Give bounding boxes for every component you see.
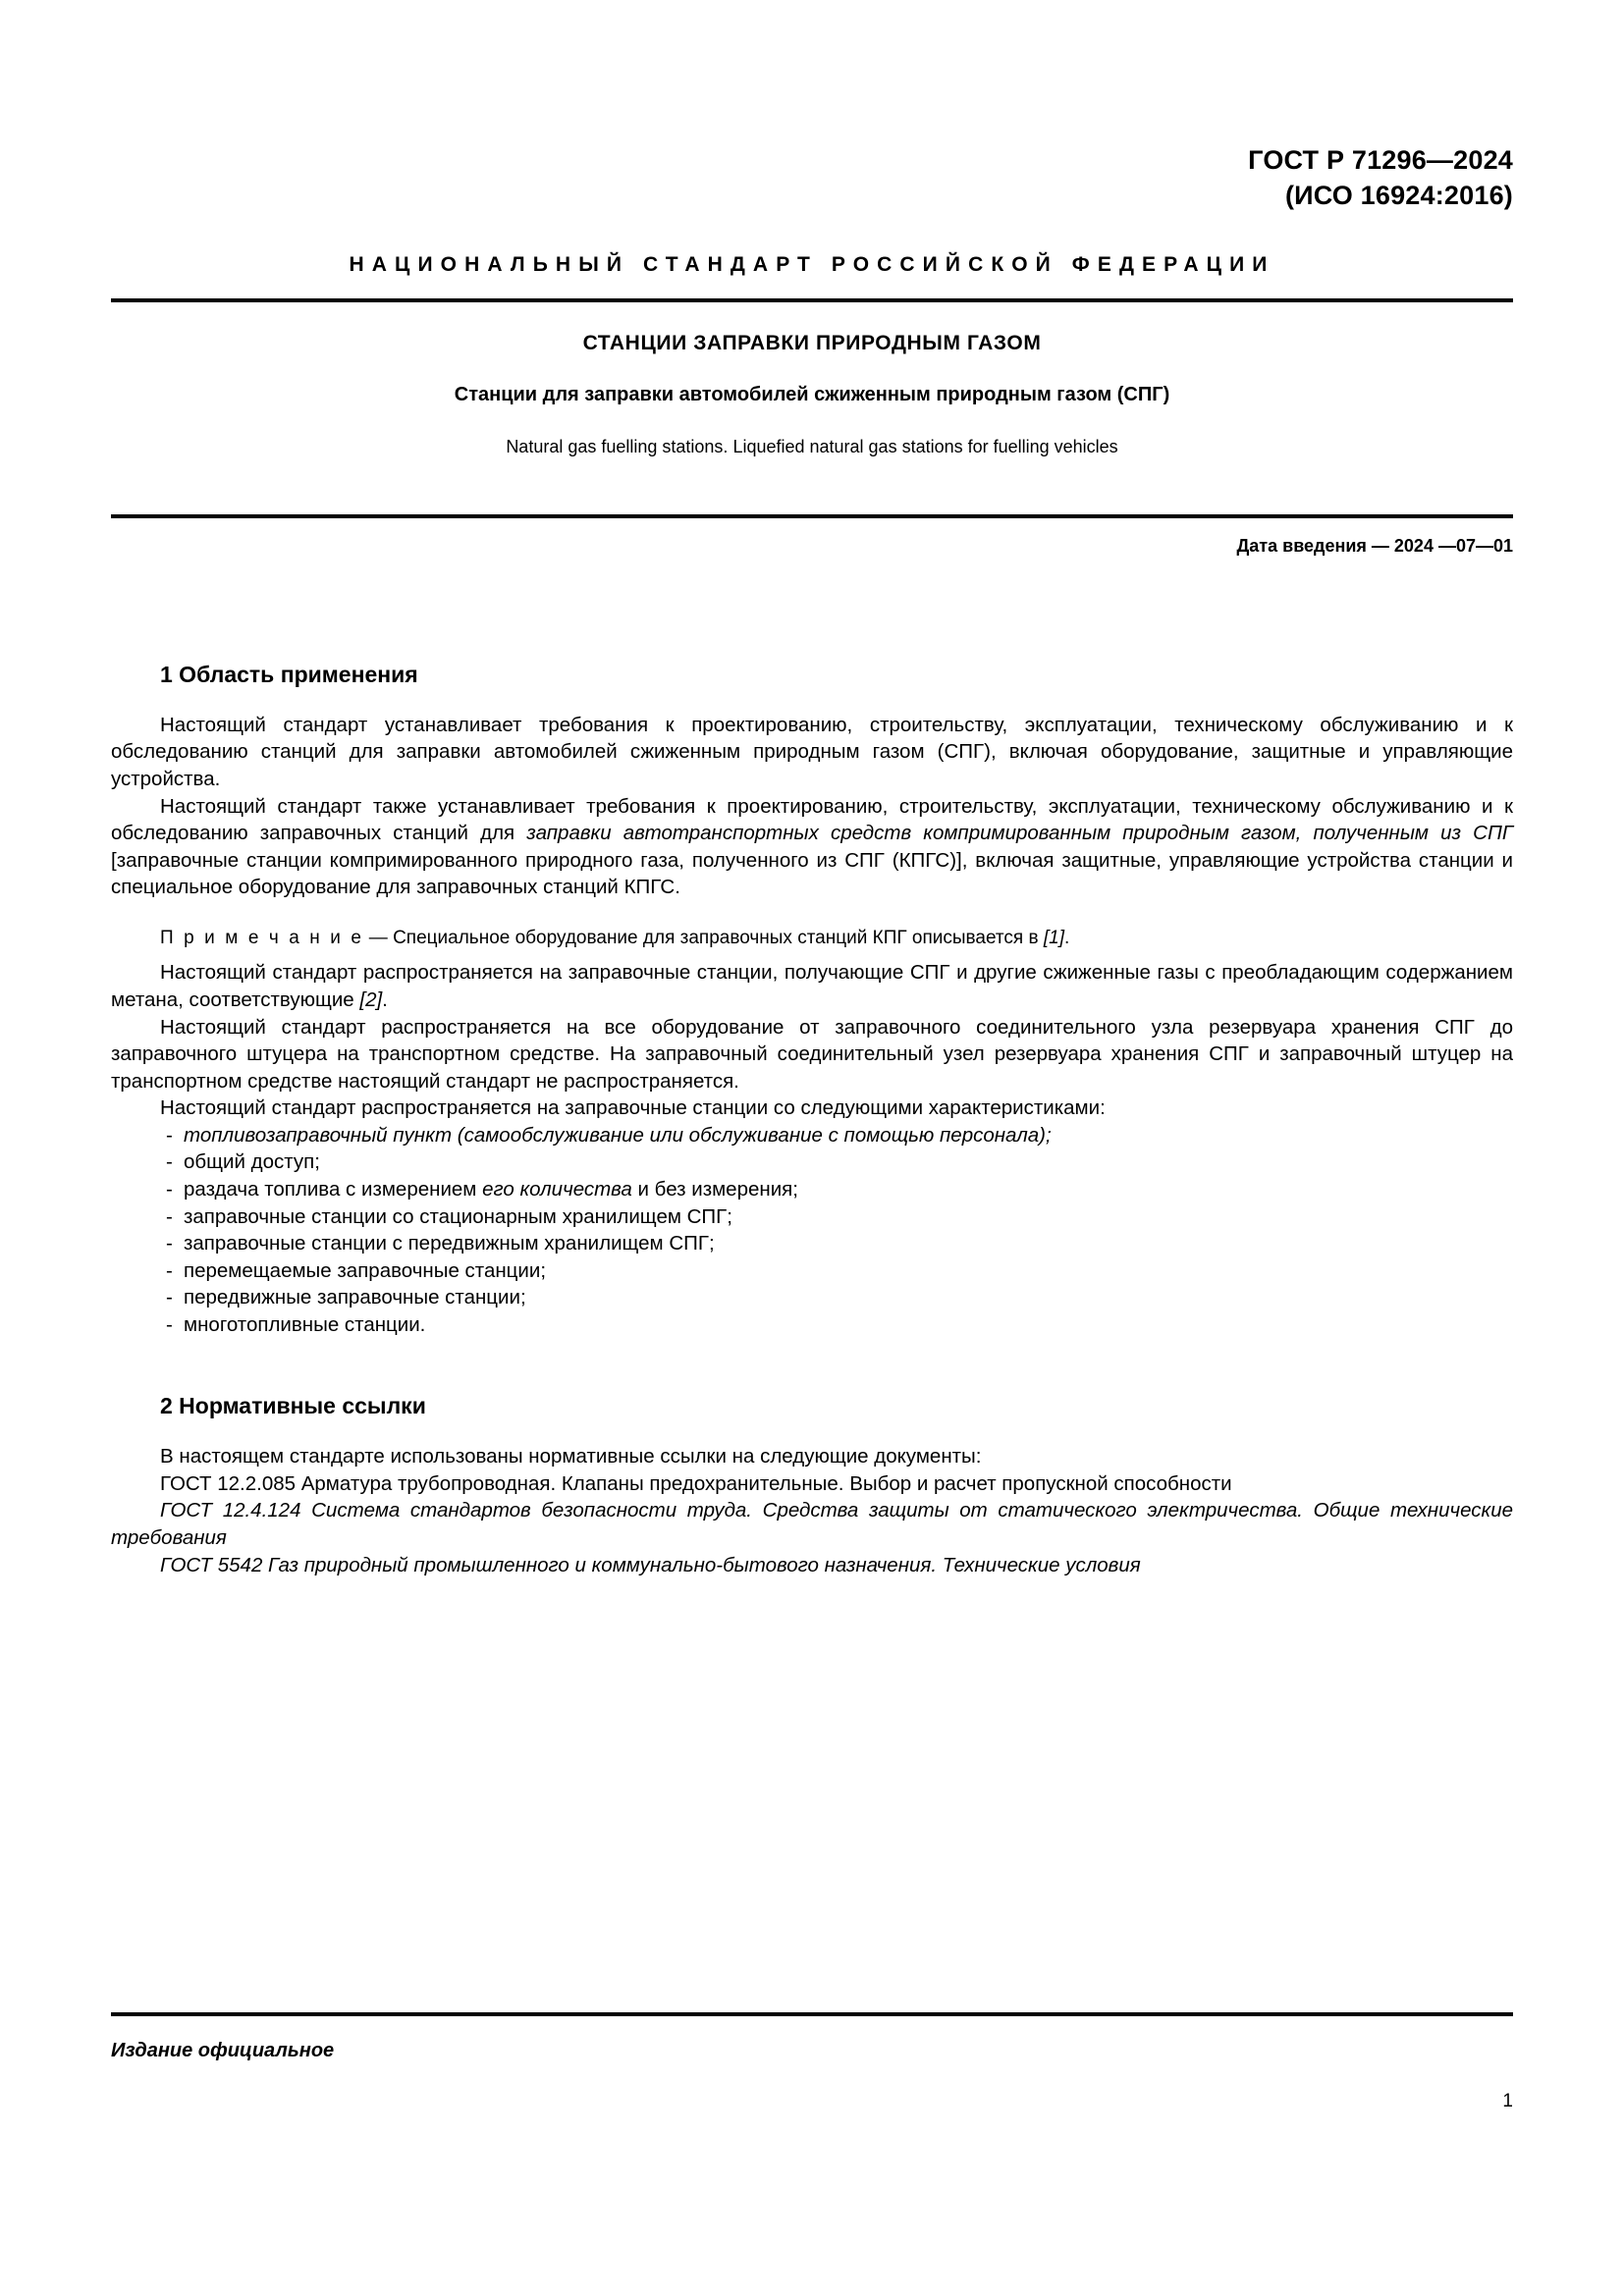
section-2-paragraph-1: В настоящем стандарте использованы нормативные ссылки на следующие документы: xyxy=(160,1445,982,1468)
section-1-note xyxy=(111,926,1513,951)
header-divider-bottom xyxy=(111,514,1513,518)
s1p3-part-a: Настоящий стандарт распространяется на заправочные станции, получающие СПГ и другие сжиженные газы с преобладающим содержанием метана, соответствующие xyxy=(111,961,1513,1012)
list-item xyxy=(111,1257,1513,1285)
list-item-text: многотопливные станции. xyxy=(184,1312,426,1336)
list-item-text: заправочные станции с передвижным хранилищем СПГ; xyxy=(184,1232,715,1255)
list-item xyxy=(111,1230,1513,1257)
list-item-text: перемещаемые заправочные станции; xyxy=(184,1258,547,1282)
list-item-text-italic: его количества xyxy=(482,1177,632,1201)
page-content xyxy=(111,0,1513,1578)
section-2-reference-3: ГОСТ 5542 Газ природный промышленного и коммунально-бытового назначения. Технические условия xyxy=(160,1553,1141,1576)
list-item xyxy=(111,1148,1513,1176)
list-item xyxy=(111,1122,1513,1149)
introduction-date: Дата введения — 2024 —07—01 xyxy=(1236,535,1513,556)
list-item xyxy=(111,1311,1513,1339)
section-1-characteristics-list xyxy=(111,1122,1513,1339)
section-1-paragraph-3 xyxy=(111,959,1513,1013)
list-item-text: общий доступ; xyxy=(184,1150,320,1174)
list-item xyxy=(111,1176,1513,1203)
note-text-b: . xyxy=(1063,927,1070,948)
document-title-sub: Станции для заправки автомобилей сжиженным природным газом (СПГ) xyxy=(454,383,1170,405)
document-title-english: Natural gas fuelling stations. Liquefied natural gas stations for fuelling vehicles xyxy=(506,436,1118,456)
document-code-line1: ГОСТ Р 71296—2024 xyxy=(1248,145,1513,175)
section-2-heading: 2 Нормативные ссылки xyxy=(160,1393,426,1419)
list-item-text: раздача топлива с измерением xyxy=(184,1177,483,1201)
national-standard-line: НАЦИОНАЛЬНЫЙ СТАНДАРТ РОССИЙСКОЙ ФЕДЕРАЦИИ xyxy=(349,252,1275,276)
s1p3-part-b: . xyxy=(382,988,388,1012)
s1p2-italic: заправки автотранспортных средств компримированным природным газом, полученным из СПГ xyxy=(526,822,1513,845)
list-item-text: топливозаправочный пункт (самообслуживание или обслуживание с помощью персонала); xyxy=(184,1123,1052,1147)
list-item-text: передвижные заправочные станции; xyxy=(184,1286,526,1309)
section-1-paragraph-1: Настоящий стандарт устанавливает требования к проектированию, строительству, эксплуатации, техническому обслуживанию и к обследованию станций для заправки автомобилей сжиженным природным газом (СПГ), включая оборудование, защитные и управляющие устройства. xyxy=(111,713,1513,790)
note-label: П р и м е ч а н и е xyxy=(160,927,364,948)
s1p2-part-a: Настоящий стандарт также устанавливает требования к проектированию, строительству, эксплуатации, техническому обслуживанию и к обследованию заправочных станций для xyxy=(111,794,1513,845)
note-reference: [1] xyxy=(1043,927,1064,948)
list-item xyxy=(111,1203,1513,1231)
document-title-main: СТАНЦИИ ЗАПРАВКИ ПРИРОДНЫМ ГАЗОМ xyxy=(582,331,1042,354)
document-code xyxy=(111,142,1513,214)
section-1-paragraph-2 xyxy=(111,793,1513,901)
section-2-reference-2: ГОСТ 12.4.124 Система стандартов безопасности труда. Средства защиты от статического электричества. Общие технические требования xyxy=(111,1499,1513,1550)
list-item-text: заправочные станции со стационарным хранилищем СПГ; xyxy=(184,1204,732,1228)
section-1-heading: 1 Область применения xyxy=(160,661,418,687)
section-1-paragraph-4: Настоящий стандарт распространяется на все оборудование от заправочного соединительного узла резервуара хранения СПГ до заправочного штуцера на транспортном средстве. На заправочный соединительный узел резервуара хранения СПГ и заправочный штуцер на транспортном средстве настоящий стандарт не распространяется. xyxy=(111,1015,1513,1093)
note-text-a: — Специальное оборудование для заправочных станций КПГ описывается в xyxy=(363,927,1044,948)
section-2-reference-1: ГОСТ 12.2.085 Арматура трубопроводная. Клапаны предохранительные. Выбор и расчет пропускной способности xyxy=(160,1471,1232,1495)
section-1-paragraph-5: Настоящий стандарт распространяется на заправочные станции со следующими характеристиками: xyxy=(160,1096,1106,1120)
list-item-text-tail: и без измерения; xyxy=(631,1177,798,1201)
title-block xyxy=(111,302,1513,487)
s1p2-part-b: [заправочные станции компримированного природного газа, полученного из СПГ (КПГС)], включая защитные, управляющие устройства станции и специальное оборудование для заправочных станций КПГС. xyxy=(111,848,1513,899)
list-item xyxy=(111,1284,1513,1311)
footer-divider xyxy=(111,2012,1513,2016)
document-code-line2: (ИСО 16924:2016) xyxy=(1284,181,1513,211)
s1p3-reference: [2] xyxy=(359,988,383,1012)
official-edition-label: Издание официальное xyxy=(111,2040,335,2061)
page-number: 1 xyxy=(1502,2091,1513,2111)
